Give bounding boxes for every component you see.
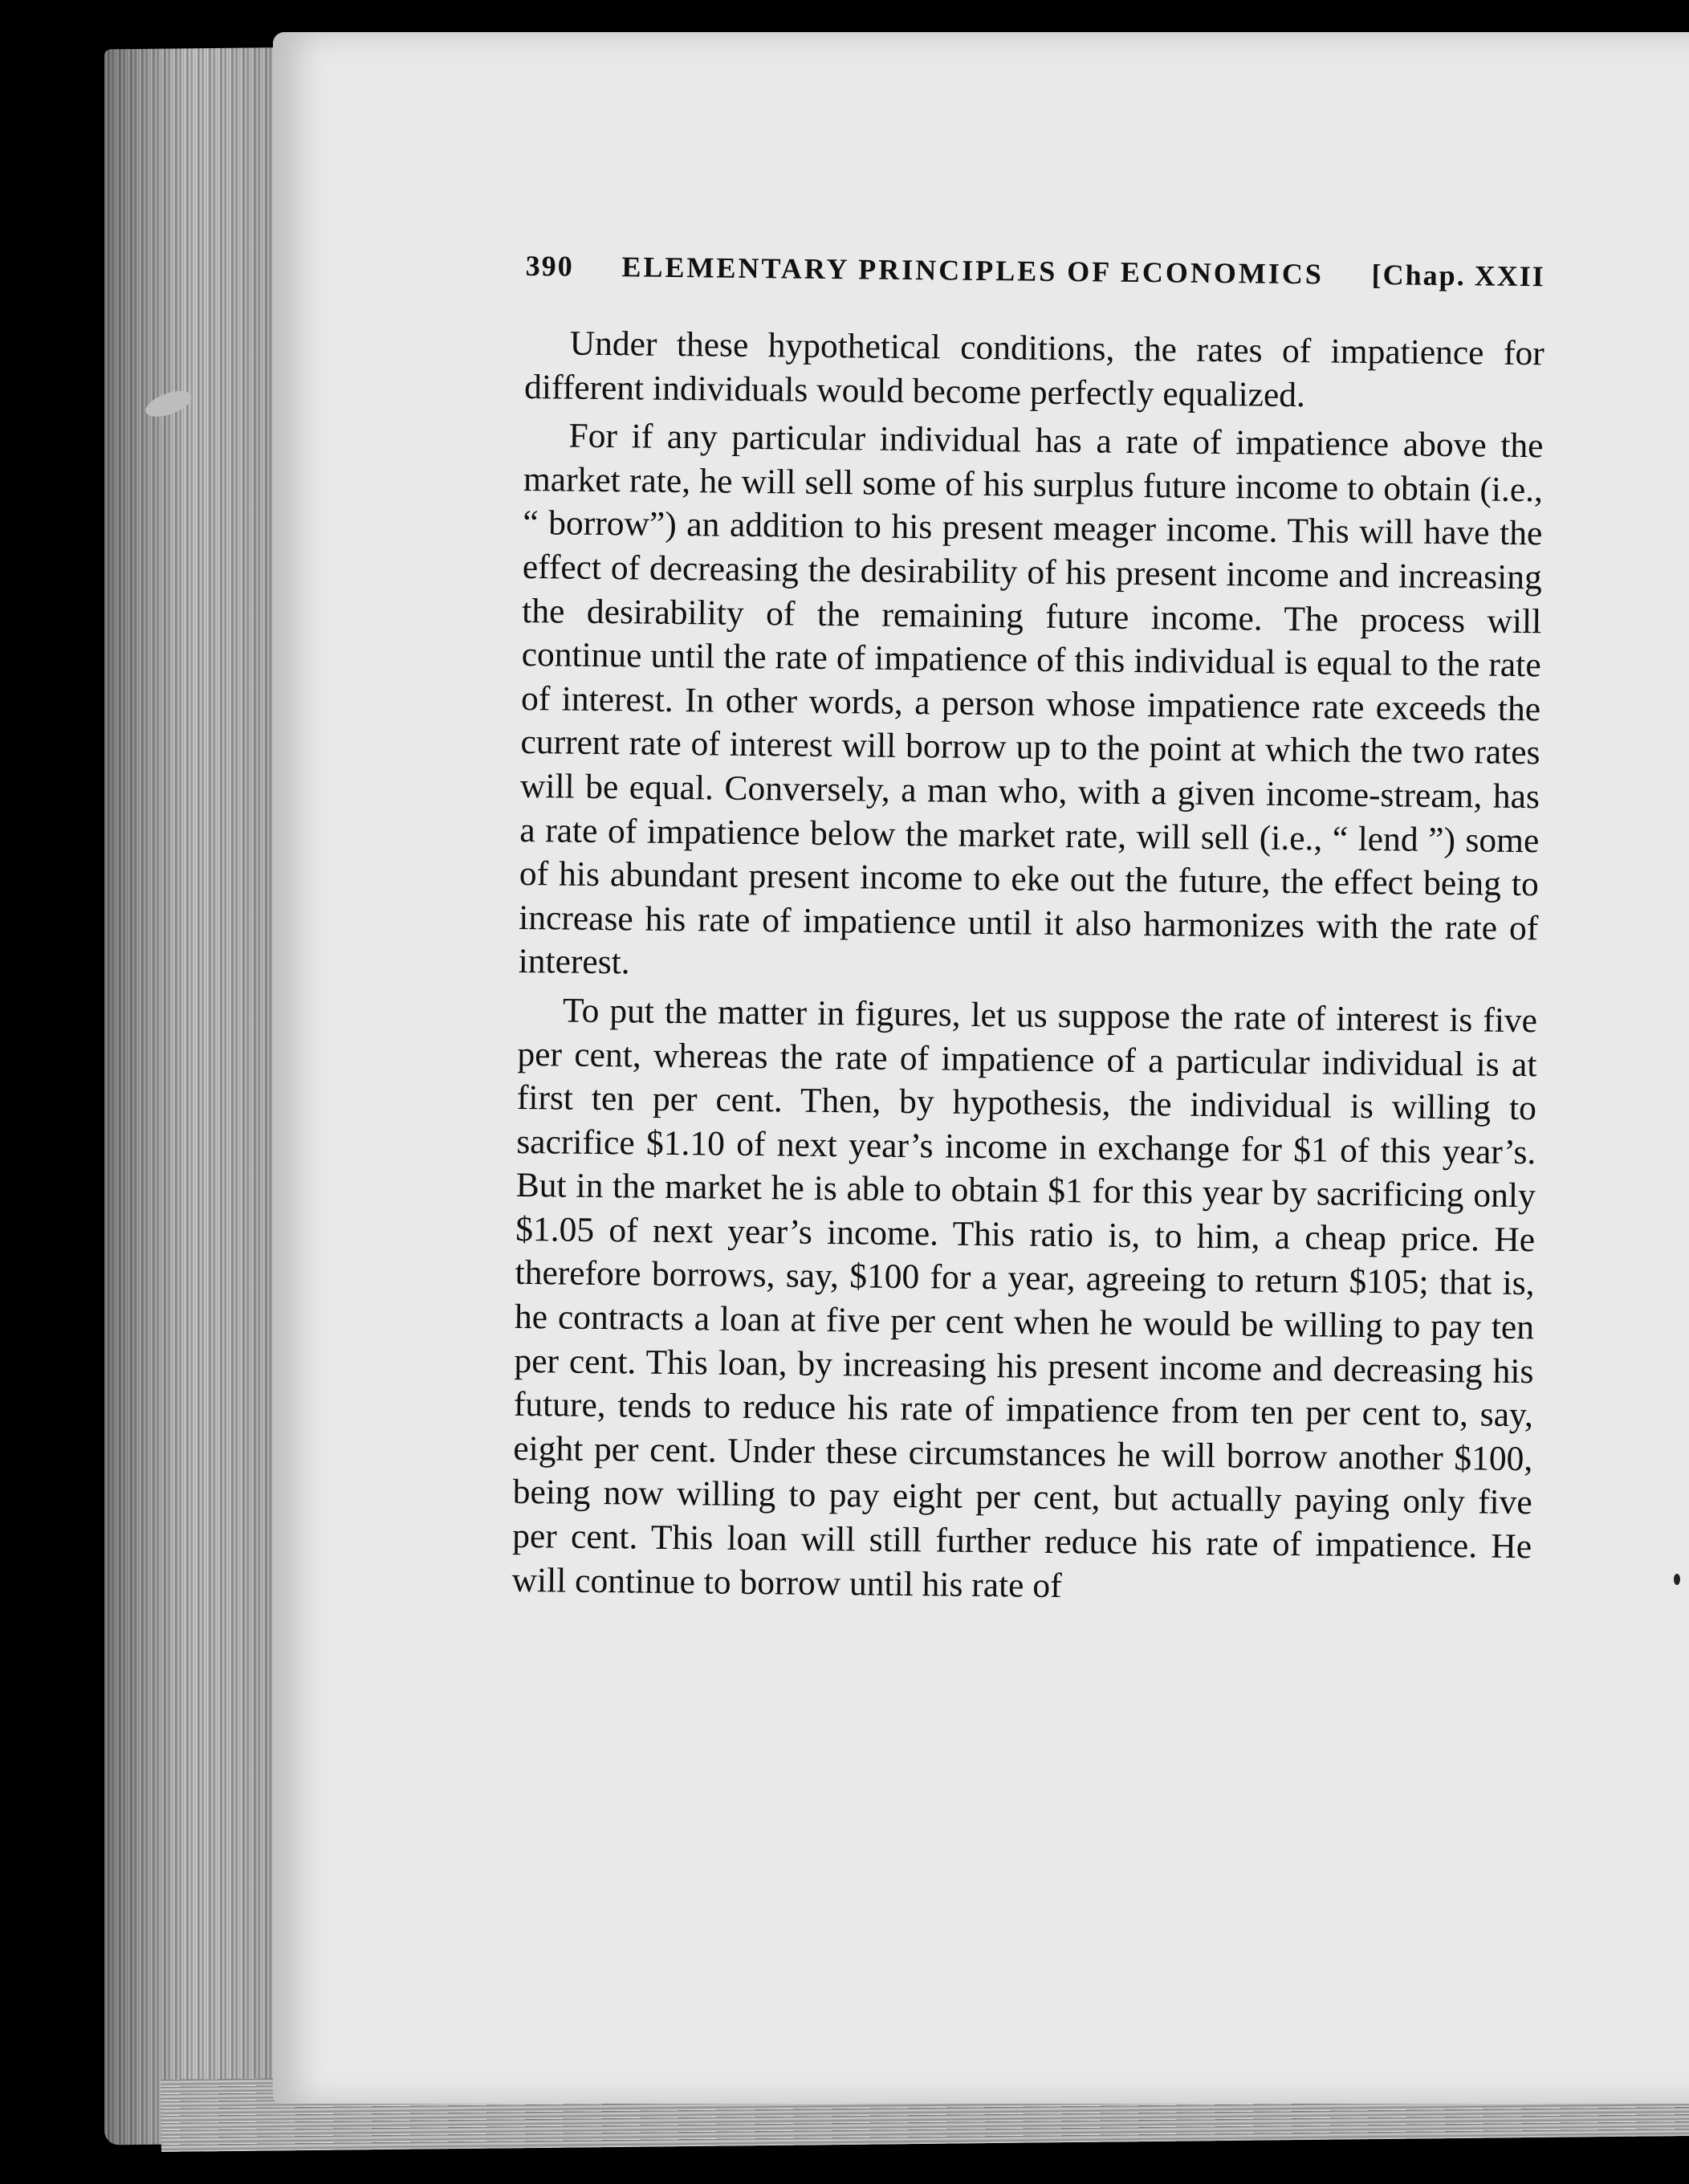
paragraph-1: Under these hypothetical conditions, the rates of impatience for different individuals would become perfectly equalized. <box>523 324 1545 414</box>
paper-speck <box>1674 1574 1680 1585</box>
book-title: ELEMENTARY PRINCIPLES OF ECONOMICS <box>621 251 1325 291</box>
chapter-label: [Chap. XXII <box>1371 259 1545 293</box>
paragraph-2: For if any particular individual has a rate of impatience above the market rate, he will sell some of his surplus future income to obtain (i.e., “ borrow”) an addition to his present meager income. This will have the effect of decreasing the desirability of his present income and increasing the desirability of the remaining future income. The process will continue until the rate of impatience of this individual is equal to the rate of interest. In other words, a person whose impatience rate exceeds the current rate of interest will borrow up to the point at which the two rates will be equal. Conversely, a man who, with a given income-stream, has a rate of impatience below the market rate, will sell (i.e., “ lend ”) some of his abundant present income to eke out the future, the effect being to increase his rate of impatience until it also harmonizes with the rate of interest. <box>518 416 1544 982</box>
page-number: 390 <box>525 249 574 283</box>
paragraph-3: To put the matter in figures, let us suppose the rate of interest is five per cent, whereas the rate of impatience of a particular individual is at first ten per cent. Then, by hypothesis, the individual is willing to sacrifice $1.10 of next year’s income in exchange for $1 of this year’s. But in the market he is able to obtain $1 for this year by sacrificing only $1.05 of next year’s income. This ratio is, to him, a cheap price. He therefore borrows, say, $100 for a year, agreeing to return $105; that is, he contracts a loan at five per cent when he would be willing to pay ten per cent. This loan, by increasing his present income and decreasing his future, tends to reduce his rate of impatience from ten per cent to, say, eight per cent. Under these circumstances he will borrow another $100, being now willing to pay eight per cent, but actually paying only five per cent. This loan will still further reduce his rate of impatience. He will continue to borrow until his rate of <box>511 991 1538 1605</box>
page-text-block <box>511 249 1545 1617</box>
